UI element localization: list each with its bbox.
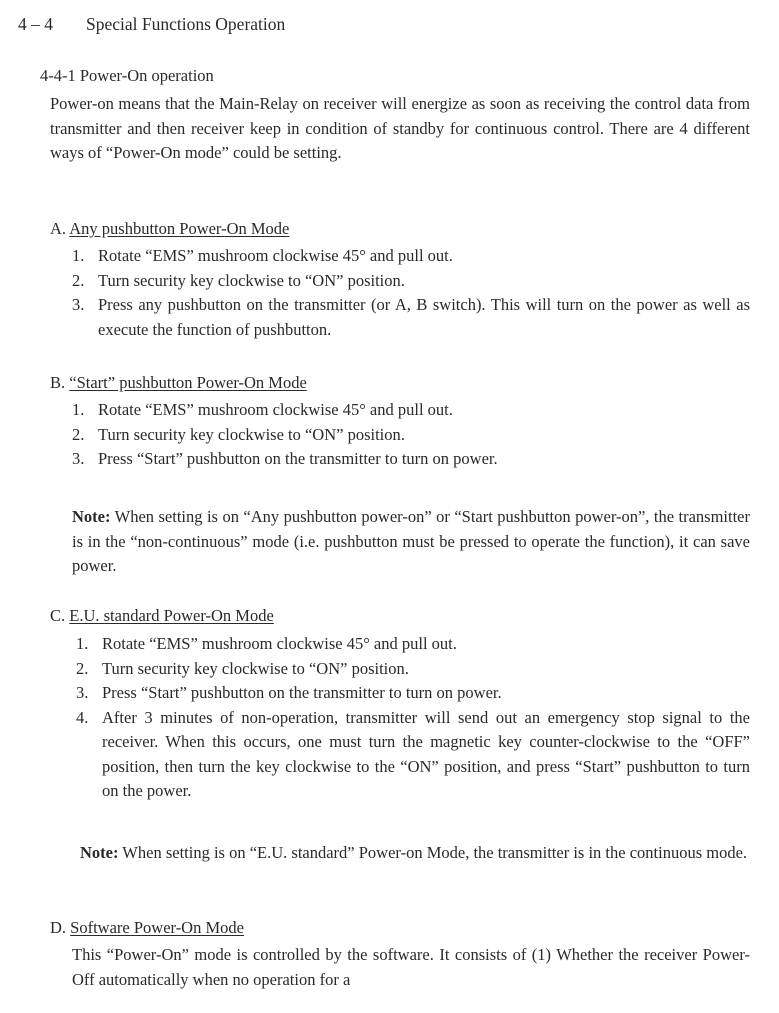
step-number: 3. bbox=[72, 449, 85, 468]
note-text: When setting is on “Any pushbutton power-on” or “Start pushbutton power-on”, the transmitter is in the “non-continuous” mode (i.e. pushbutton must be pressed to operate the function), it can save power. bbox=[72, 507, 750, 575]
step-text: Press any pushbutton on the transmitter (or A, B switch). This will turn on the power as well as execute the function of pushbutton. bbox=[98, 295, 750, 339]
section-b-note bbox=[72, 505, 750, 579]
step-number: 1. bbox=[76, 634, 89, 653]
subsection-title: 4-4-1 Power-On operation bbox=[40, 66, 214, 85]
list-item bbox=[76, 632, 750, 657]
step-text: Turn security key clockwise to “ON” position. bbox=[98, 270, 405, 290]
section-d-name: Software Power-On Mode bbox=[70, 918, 244, 937]
step-number: 1. bbox=[72, 400, 85, 419]
step-text: Rotate “EMS” mushroom clockwise 45° and pull out. bbox=[98, 246, 453, 265]
section-a-title bbox=[50, 219, 289, 239]
note-label: Note: bbox=[80, 843, 119, 862]
section-b-steps bbox=[72, 398, 750, 472]
section-title: Special Functions Operation bbox=[86, 14, 286, 34]
list-item bbox=[76, 706, 750, 804]
section-c-title bbox=[50, 606, 274, 626]
section-c-steps bbox=[76, 632, 750, 804]
list-item bbox=[72, 398, 750, 423]
step-number: 3. bbox=[72, 295, 85, 314]
step-number: 2. bbox=[76, 658, 89, 678]
section-d-letter: D. bbox=[50, 918, 67, 937]
section-c-note bbox=[80, 841, 750, 866]
section-a-name: Any pushbutton Power-On Mode bbox=[69, 219, 290, 238]
step-number: 2. bbox=[72, 270, 85, 290]
section-a-letter: A. bbox=[50, 219, 67, 238]
step-number: 1. bbox=[72, 246, 85, 265]
step-text: Press “Start” pushbutton on the transmitter to turn on power. bbox=[102, 683, 502, 702]
step-text: Turn security key clockwise to “ON” position. bbox=[102, 658, 409, 678]
section-d-paragraph: This “Power-On” mode is controlled by the software. It consists of (1) Whether the receiver Power-Off automatically when no operation for a bbox=[72, 945, 750, 989]
section-a-steps bbox=[72, 244, 750, 342]
section-b-name: “Start” pushbutton Power-On Mode bbox=[69, 373, 307, 392]
list-item bbox=[72, 293, 750, 342]
list-item bbox=[76, 681, 750, 706]
list-item bbox=[72, 447, 750, 472]
section-b-letter: B. bbox=[50, 373, 66, 392]
step-text: Rotate “EMS” mushroom clockwise 45° and pull out. bbox=[98, 400, 453, 419]
section-c-letter: C. bbox=[50, 606, 66, 625]
list-item bbox=[76, 657, 750, 682]
step-number: 3. bbox=[76, 683, 89, 702]
step-number: 4. bbox=[76, 707, 89, 727]
step-number: 2. bbox=[72, 424, 85, 444]
intro-paragraph: Power-on means that the Main-Relay on receiver will energize as soon as receiving the control data from transmitter and then receiver keep in condition of standby for continuous control. There are 4 different ways of “Power-On mode” could be setting. bbox=[50, 94, 750, 162]
step-text: Press “Start” pushbutton on the transmitter to turn on power. bbox=[98, 449, 498, 468]
note-label: Note: bbox=[72, 507, 111, 526]
step-text: Rotate “EMS” mushroom clockwise 45° and pull out. bbox=[102, 634, 457, 653]
section-b-title bbox=[50, 373, 307, 393]
list-item bbox=[72, 244, 750, 269]
step-text: Turn security key clockwise to “ON” position. bbox=[98, 424, 405, 444]
list-item bbox=[72, 423, 750, 448]
section-number: 4 – 4 bbox=[18, 14, 53, 34]
section-d-title bbox=[50, 918, 244, 938]
section-c-name: E.U. standard Power-On Mode bbox=[69, 606, 274, 625]
section-heading bbox=[18, 14, 285, 35]
note-text: When setting is on “E.U. standard” Power-on Mode, the transmitter is in the continuous mode. bbox=[118, 843, 748, 862]
list-item bbox=[72, 269, 750, 294]
step-text: After 3 minutes of non-operation, transmitter will send out an emergency stop signal to the receiver. When this occurs, one must turn the magnetic key counter-clockwise to the “OFF” position, then turn the key clockwise to the “ON” position, and press “Start” pushbutton to turn on the power. bbox=[102, 707, 750, 800]
